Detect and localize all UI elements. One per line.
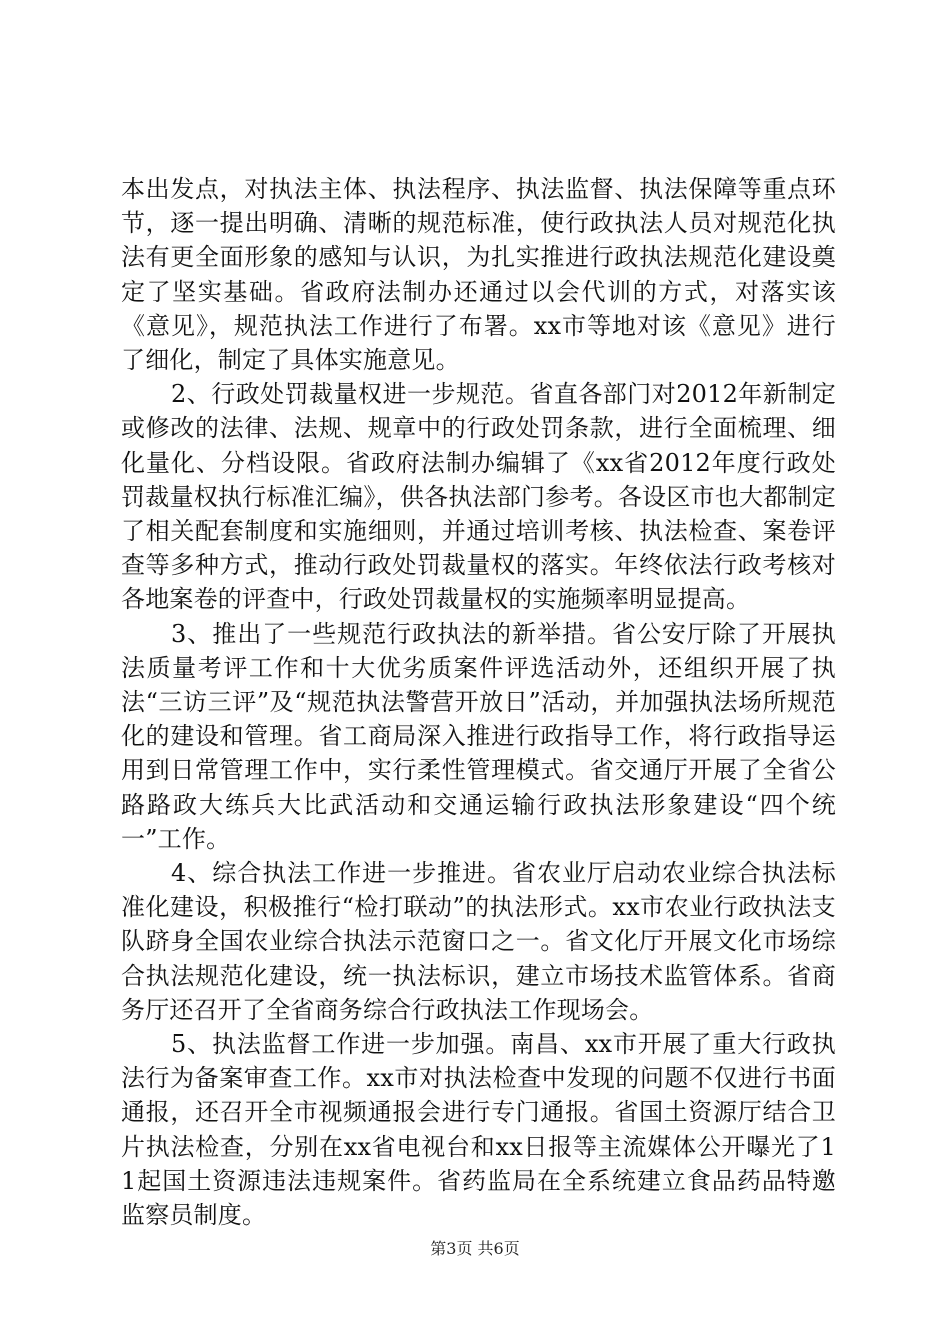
paragraph-item-3: 3、推出了一些规范行政执法的新举措。省公安厅除了开展执法质量考评工作和十大优劣质案件评选活动外，还组织开展了执法“三访三评”及“规范执法警营开放日”活动，并加强执法场所规范化的建设和管理。省工商局深入推进行政指导工作，将行政指导运用到日常管理工作中，实行柔性管理模式。省交通厅开展了全省公路路政大练兵大比武活动和交通运输行政执法形象建设“四个统一”工作。 <box>121 619 836 853</box>
page-number-footer: 第3页 共6页 <box>430 1239 520 1258</box>
paragraph-item-5: 5、执法监督工作进一步加强。南昌、xx市开展了重大行政执法行为备案审查工作。xx市对执法检查中发现的问题不仅进行书面通报，还召开全市视频通报会进行专门通报。省国土资源厅结合卫片执法检查，分别在xx省电视台和xx日报等主流媒体公开曝光了11起国土资源违法违规案件。省药监局在全系统建立食品药品特邀监察员制度。 <box>121 1030 836 1230</box>
paragraph-item-4: 4、综合执法工作进一步推进。省农业厅启动农业综合执法标准化建设，积极推行“检打联动”的执法形式。xx市农业行政执法支队跻身全国农业综合执法示范窗口之一。省文化厅开展文化市场综合执法规范化建设，统一执法标识，建立市场技术监管体系。省商务厅还召开了全省商务综合行政执法工作现场会。 <box>121 859 836 1024</box>
paragraph-continuation: 本出发点，对执法主体、执法程序、执法监督、执法保障等重点环节，逐一提出明确、清晰的规范标准，使行政执法人员对规范化执法有更全面形象的感知与认识，为扎实推进行政执法规范化建设奠定了坚实基础。省政府法制办还通过以会代训的方式，对落实该《意见》，规范执法工作进行了布署。xx市等地对该《意见》进行了细化，制定了具体实施意见。 <box>121 175 836 375</box>
document-body <box>121 172 836 1232</box>
paragraph-item-2: 2、行政处罚裁量权进一步规范。省直各部门对2012年新制定或修改的法律、法规、规章中的行政处罚条款，进行全面梳理、细化量化、分档设限。省政府法制办编辑了《xx省2012年度行政处罚裁量权执行标准汇编》，供各执法部门参考。各设区市也大都制定了相关配套制度和实施细则，并通过培训考核、执法检查、案卷评查等多种方式，推动行政处罚裁量权的落实。年终依法行政考核对各地案卷的评查中，行政处罚裁量权的实施频率明显提高。 <box>121 380 836 614</box>
